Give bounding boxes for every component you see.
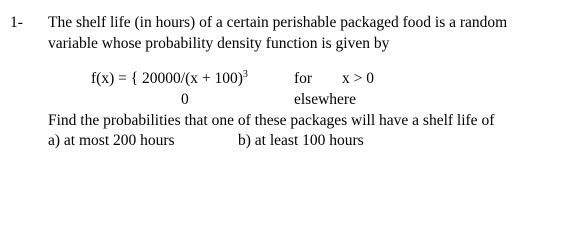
problem-text-line-2: variable whose probability density function is given by: [48, 35, 390, 52]
pdf-expression: [91, 71, 248, 87]
part-b: b) at least 100 hours: [238, 132, 364, 149]
pdf-condition: x > 0: [342, 70, 374, 87]
pdf-elsewhere-label: elsewhere: [294, 91, 356, 108]
pdf-expression-text: f(x) = { 20000/(x + 100): [91, 70, 243, 87]
pdf-zero-value: 0: [181, 91, 189, 108]
problem-number: 1-: [10, 14, 23, 31]
problem-text-line-1: The shelf life (in hours) of a certain perishable packaged food is a random: [48, 14, 508, 31]
pdf-exponent: 3: [242, 69, 248, 80]
pdf-for-label: for: [294, 70, 313, 87]
instruction-text: Find the probabilities that one of these packages will have a shelf life of: [48, 112, 495, 129]
part-a: a) at most 200 hours: [48, 132, 175, 149]
